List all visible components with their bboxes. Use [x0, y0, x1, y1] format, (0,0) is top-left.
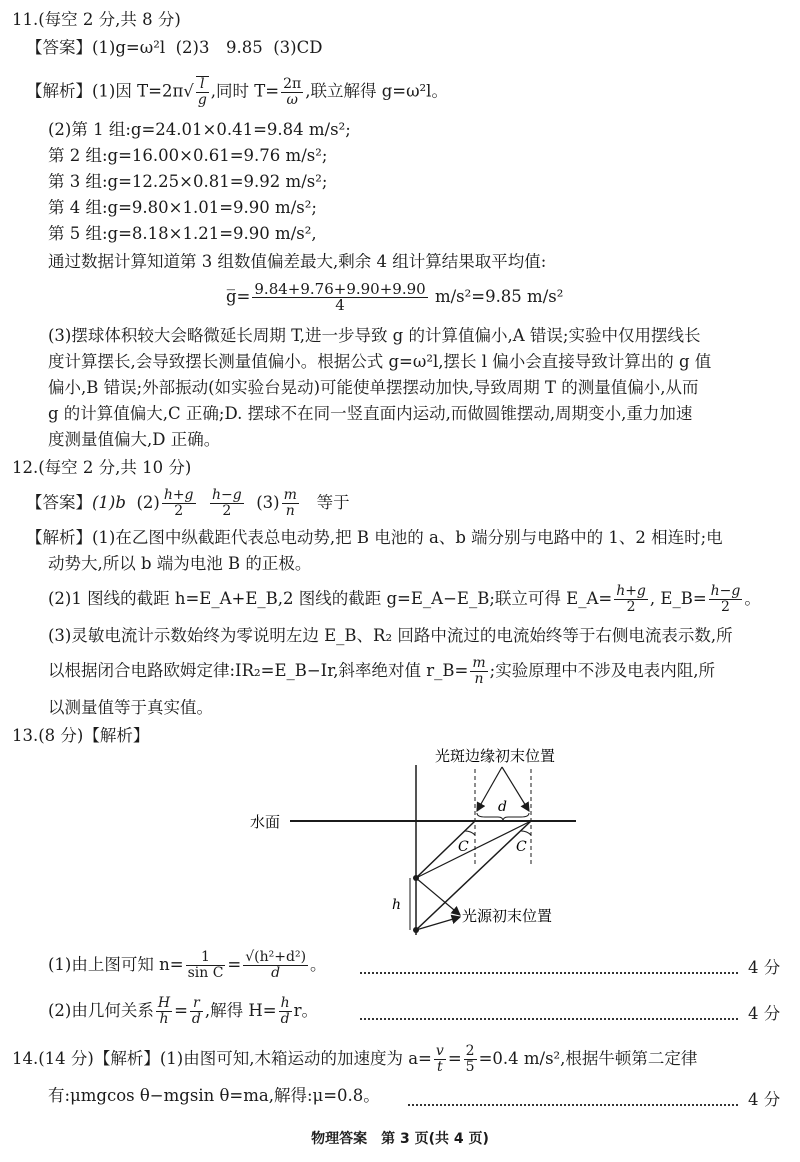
- frac-den: d: [191, 1011, 201, 1027]
- q12-a3-line2: [48, 656, 715, 687]
- equals: =: [174, 1001, 188, 1020]
- sqrt-symbol: √ $\frac{l}{g}$: [183, 76, 207, 108]
- frac-num: 2: [465, 1043, 475, 1059]
- score-q14-1: 4 分: [748, 1090, 781, 1109]
- q11-answer-1: (1)g=ω²l: [92, 38, 166, 57]
- frac-den: 2: [222, 503, 232, 519]
- frac-num: h+g: [616, 583, 646, 599]
- analysis-tag: 【解析】: [26, 528, 92, 547]
- q13-s2-pre: (2)由几何关系: [48, 1001, 154, 1020]
- q11-p3-line2: 度计算摆长,会导致摆长测量值偏小。根据公式 g=ω²l,摆长 l 偏小会直接导致计算出的 g 值: [48, 352, 712, 371]
- label-source-positions: 光源初末位置: [462, 907, 553, 925]
- frac-den: g: [197, 92, 207, 108]
- frac-num: 1: [186, 950, 226, 966]
- q12-a1-line1: [26, 526, 723, 550]
- q12-a1-line2: 动势大,所以 b 端为电池 B 的正极。: [48, 554, 312, 573]
- q12-a2-pre: (2)1 图线的截距 h=E_A+E_B,2 图线的截距 g=E_A−E_B;联立可得 E_A=: [48, 589, 613, 608]
- q11-group3: 第 3 组:g=12.25×0.81=9.92 m/s²;: [48, 172, 328, 191]
- q14-l1-pre: 14.(14 分)【解析】(1)由图可知,木箱运动的加速度为 a=: [12, 1049, 432, 1068]
- q13-s2-mid: ,解得 H=: [204, 1001, 277, 1020]
- q12-a1-l1-text: (1)在乙图中纵截距代表总电动势,把 B 电池的 a、b 端分别与电路中的 1、2 相连时;电: [92, 528, 723, 547]
- frac-num: v: [435, 1043, 444, 1059]
- dot-leader: [408, 1104, 738, 1106]
- frac-num: 2π: [283, 75, 302, 92]
- q12-a2: [48, 584, 761, 615]
- q12-a3-pre: 以根据闭合电路欧姆定律:IR₂=E_B−Ir,斜率绝对值 r_B=: [48, 661, 469, 680]
- frac-num: l: [196, 77, 209, 93]
- refraction-diagram: [240, 745, 590, 935]
- q13-s1-pre: (1)由上图可知 n=: [48, 955, 184, 974]
- frac-num: √(h²+d²): [245, 949, 307, 965]
- frac-num: r: [190, 996, 203, 1012]
- q12-a3-post: ;实验原理中不涉及电表内阻,所: [489, 661, 715, 680]
- label-c-left: C: [458, 839, 469, 855]
- q11-answer-3: (3)CD: [273, 38, 323, 57]
- q11-analysis-1: [26, 76, 448, 108]
- answer-tag: 【答案】: [26, 38, 92, 57]
- q12-answer-2-label: (2): [136, 493, 160, 512]
- q12-a3-line1: (3)灵敏电流计示数始终为零说明左边 E_B、R₂ 回路中流过的电流始终等于右侧电流表示数,所: [48, 626, 733, 645]
- q12-a2-mid: , E_B=: [649, 589, 707, 608]
- q11-avg-formula: [226, 282, 563, 313]
- frac-den: n: [285, 503, 295, 519]
- frac-den: 2: [174, 503, 184, 519]
- angle-arc-right: [521, 831, 531, 835]
- frac-den: 2: [626, 599, 636, 615]
- q11-a1-text-c: ,联立解得 g=ω²l。: [305, 81, 448, 101]
- q11-avg-intro: 通过数据计算知道第 3 组数值偏差最大,剩余 4 组计算结果取平均值:: [48, 252, 547, 271]
- frac-den: d: [271, 965, 281, 981]
- frac-num: h−g: [212, 487, 242, 503]
- q12-header: 12.(每空 2 分,共 10 分): [12, 458, 192, 477]
- q11-answer-2: (2)3 9.85: [175, 38, 263, 57]
- label-c-right: C: [516, 839, 527, 855]
- dot-leader: [360, 972, 738, 974]
- frac-num: m: [472, 655, 486, 671]
- q13-s2-end: r。: [293, 1001, 319, 1020]
- q11-group5: 第 5 组:g=8.18×1.21=9.90 m/s²,: [48, 224, 317, 243]
- equals: =: [447, 1049, 462, 1068]
- frac-den: d: [280, 1011, 290, 1027]
- q11-group4: 第 4 组:g=9.80×1.01=9.90 m/s²;: [48, 198, 317, 217]
- frac-den: n: [474, 671, 484, 687]
- q11-p3-line1: (3)摆球体积较大会略微延长周期 T,进一步导致 g 的计算值偏小,A 错误;实验中仅用摆线长: [48, 326, 701, 345]
- ray-cross: [416, 821, 531, 878]
- frac-num: H: [157, 995, 171, 1011]
- label-h: h: [392, 897, 402, 913]
- score-q13-2: 4 分: [748, 1004, 781, 1023]
- q12-answer-3-label: (3): [256, 493, 280, 512]
- dot-leader: [360, 1018, 738, 1020]
- answer-tag: 【答案】: [26, 493, 92, 512]
- q11-group1: (2)第 1 组:g=24.01×0.41=9.84 m/s²;: [48, 120, 351, 139]
- frac-num: m: [283, 487, 297, 503]
- q12-answer: [26, 488, 350, 519]
- label-spot-edge: 光斑边缘初末位置: [435, 747, 556, 765]
- label-water-surface: 水面: [250, 813, 281, 831]
- equals: =: [227, 955, 242, 974]
- q14-line1: [12, 1044, 697, 1075]
- q14-line2: 有:μmgcos θ−mgsin θ=ma,解得:μ=0.8。: [48, 1086, 380, 1105]
- frac-den: 2: [721, 599, 730, 615]
- frac-num: 9.84+9.76+9.90+9.90: [254, 280, 426, 298]
- q11-a1-text: (1)因 T=2π: [92, 81, 184, 101]
- q13-step1: [48, 950, 327, 981]
- label-d: d: [498, 799, 507, 815]
- frac-den: 4: [335, 296, 345, 314]
- score-q13-1: 4 分: [748, 958, 781, 977]
- q12-answer-3-tail: 等于: [316, 493, 350, 512]
- q11-a1-text-b: ,同时 T=: [210, 81, 280, 101]
- q12-answer-1: (1)b: [92, 493, 126, 512]
- analysis-tag: 【解析】: [26, 81, 92, 101]
- q11-p3-line5: 度测量值偏大,D 正确。: [48, 430, 221, 449]
- q11-group2: 第 2 组:g=16.00×0.61=9.76 m/s²;: [48, 146, 328, 165]
- frac-den: ω: [286, 91, 298, 108]
- q14-l1-post: =0.4 m/s²,根据牛顿第二定律: [478, 1049, 698, 1068]
- angle-arc-left: [465, 831, 475, 835]
- q13-step2: [48, 996, 318, 1027]
- q11-answer: [26, 36, 322, 60]
- q13-header: 13.(8 分)【解析】: [12, 726, 150, 745]
- q11-header: 11.(每空 2 分,共 8 分): [12, 10, 181, 29]
- frac-den: h: [159, 1011, 169, 1027]
- frac-num: h+g: [163, 487, 194, 503]
- q12-a3-line3: 以测量值等于真实值。: [48, 698, 213, 717]
- q13-s1-end: 。: [310, 955, 327, 974]
- q11-p3-line4: g 的计算值偏大,C 正确;D. 摆球不在同一竖直面内运动,而做圆锥摆动,周期变小,重力加速: [48, 404, 693, 423]
- page-footer: 物理答案 第 3 页(共 4 页): [311, 1131, 489, 1147]
- q12-a2-end: 。: [744, 589, 761, 608]
- avg-lhs: g̅=: [226, 287, 251, 306]
- frac-num: h−g: [710, 583, 741, 599]
- frac-den: 5: [465, 1059, 475, 1075]
- frac-den: t: [437, 1059, 443, 1075]
- q11-p3-line3: 偏小,B 错误;外部振动(如实验台晃动)可能使单摆摆动加快,导致周期 T 的测量值偏小,从而: [48, 378, 699, 397]
- avg-rhs: m/s²=9.85 m/s²: [434, 287, 564, 306]
- frac-den: sin C: [187, 965, 224, 981]
- frac-num: h: [280, 995, 290, 1011]
